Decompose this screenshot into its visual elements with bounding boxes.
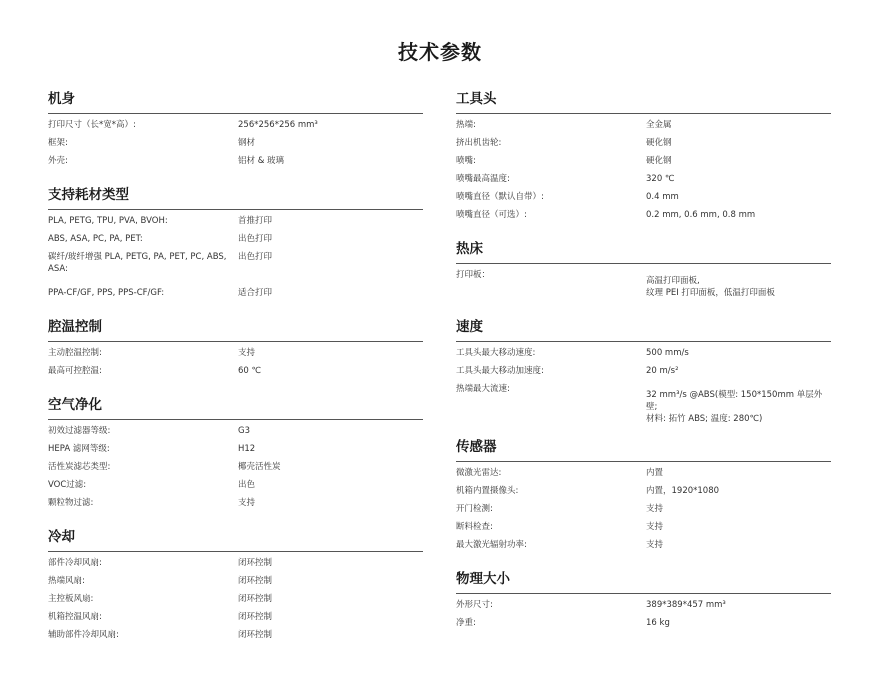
spec-row bbox=[48, 611, 423, 629]
spec-row bbox=[48, 479, 423, 497]
spec-value: 389*389*457 mm³ bbox=[646, 600, 726, 610]
section-air-purification bbox=[48, 386, 423, 518]
spec-row bbox=[48, 575, 423, 593]
spec-value: 支持 bbox=[646, 522, 664, 532]
section-title: 物理大小 bbox=[456, 560, 831, 594]
spec-row bbox=[456, 539, 831, 557]
spec-value: 内置，1920*1080 bbox=[646, 486, 720, 496]
section-title: 速度 bbox=[456, 308, 831, 342]
spec-row bbox=[456, 365, 831, 383]
section-chamber bbox=[48, 308, 423, 386]
section-filaments bbox=[48, 176, 423, 308]
section-machine bbox=[48, 80, 423, 176]
spec-row bbox=[48, 593, 423, 611]
spec-value: 支持 bbox=[646, 504, 664, 514]
spec-label: PLA, PETG, TPU, PVA, BVOH: bbox=[48, 216, 168, 226]
section-toolhead bbox=[456, 80, 831, 230]
spec-value: 闭环控制 bbox=[238, 558, 273, 568]
spec-row bbox=[48, 629, 423, 647]
spec-value: 闭环控制 bbox=[238, 612, 273, 622]
right-column bbox=[456, 80, 831, 638]
spec-row bbox=[48, 155, 423, 173]
section-physical bbox=[456, 560, 831, 638]
spec-value: 500 mm/s bbox=[646, 348, 689, 358]
spec-label: 净重: bbox=[456, 618, 476, 628]
spec-row bbox=[48, 233, 423, 251]
spec-row bbox=[456, 119, 831, 137]
spec-row bbox=[48, 347, 423, 365]
spec-value-line: 纹理 PEI 打印面板，低温打印面板 bbox=[646, 288, 775, 298]
section-title: 机身 bbox=[48, 80, 423, 114]
spec-row bbox=[48, 461, 423, 479]
spec-label: VOC过滤: bbox=[48, 480, 87, 490]
spec-label: 框架: bbox=[48, 138, 68, 148]
spec-row bbox=[456, 383, 831, 425]
spec-value: 出色打印 bbox=[238, 252, 273, 262]
spec-label: 最大激光辐射功率: bbox=[456, 540, 527, 550]
spec-value: 支持 bbox=[646, 540, 664, 550]
spec-value: 适合打印 bbox=[238, 288, 273, 298]
spec-label: 颗粒物过滤: bbox=[48, 498, 94, 508]
spec-label: 主动腔温控制: bbox=[48, 348, 102, 358]
spec-value: 16 kg bbox=[646, 618, 670, 628]
spec-value: 椰壳活性炭 bbox=[238, 462, 281, 472]
spec-row bbox=[48, 287, 423, 305]
section-title: 支持耗材类型 bbox=[48, 176, 423, 210]
spec-row bbox=[48, 557, 423, 575]
section-heatbed bbox=[456, 230, 831, 308]
spec-label: 微激光雷达: bbox=[456, 468, 502, 478]
spec-value: 闭环控制 bbox=[238, 576, 273, 586]
section-title: 腔温控制 bbox=[48, 308, 423, 342]
spec-value: 0.2 mm, 0.6 mm, 0.8 mm bbox=[646, 210, 756, 220]
spec-row bbox=[456, 269, 831, 305]
spec-label: ABS, ASA, PC, PA, PET: bbox=[48, 234, 143, 244]
spec-value: 320 ℃ bbox=[646, 174, 675, 184]
section-cooling bbox=[48, 518, 423, 650]
spec-label: HEPA 滤网等级: bbox=[48, 444, 110, 454]
spec-row bbox=[456, 485, 831, 503]
spec-label: 喷嘴直径（可选）: bbox=[456, 210, 527, 220]
spec-row bbox=[456, 347, 831, 365]
spec-row bbox=[456, 503, 831, 521]
spec-label: 断料检查: bbox=[456, 522, 493, 532]
spec-value: 60 ℃ bbox=[238, 366, 262, 376]
spec-label: 喷嘴最高温度: bbox=[456, 174, 510, 184]
spec-value: 256*256*256 mm³ bbox=[238, 120, 318, 130]
spec-label: 挤出机齿轮: bbox=[456, 138, 502, 148]
section-title: 工具头 bbox=[456, 80, 831, 114]
spec-label: 外壳: bbox=[48, 156, 68, 166]
left-column bbox=[48, 80, 423, 650]
spec-row bbox=[48, 215, 423, 233]
spec-label: 最高可控腔温: bbox=[48, 366, 102, 376]
spec-label: 喷嘴: bbox=[456, 156, 476, 166]
spec-value: 支持 bbox=[238, 498, 256, 508]
spec-label: 工具头最大移动速度: bbox=[456, 348, 536, 358]
spec-value-line: 材料: 拓竹 ABS; 温度: 280℃) bbox=[646, 414, 763, 424]
spec-value: 内置 bbox=[646, 468, 664, 478]
spec-label: 打印板： bbox=[456, 270, 491, 280]
spec-row bbox=[48, 119, 423, 137]
spec-value: 闭环控制 bbox=[238, 630, 273, 640]
spec-value: 闭环控制 bbox=[238, 594, 273, 604]
spec-row bbox=[456, 209, 831, 227]
spec-value: H12 bbox=[238, 444, 256, 454]
spec-value: 硬化钢 bbox=[646, 156, 672, 166]
spec-value bbox=[646, 269, 831, 305]
spec-label: 热端风扇: bbox=[48, 576, 85, 586]
section-title: 热床 bbox=[456, 230, 831, 264]
page-title: 技术参数 bbox=[398, 40, 482, 64]
spec-row bbox=[456, 191, 831, 209]
spec-value: 首推打印 bbox=[238, 216, 273, 226]
spec-value: 铝材 & 玻璃 bbox=[238, 156, 285, 166]
spec-label: 热端: bbox=[456, 120, 476, 130]
spec-label: 外形尺寸: bbox=[456, 600, 493, 610]
spec-label: 机箱内置摄像头: bbox=[456, 486, 519, 496]
spec-value-line: 高温打印面板, bbox=[646, 276, 700, 286]
spec-value bbox=[646, 383, 831, 425]
spec-label: 辅助部件冷却风扇: bbox=[48, 630, 119, 640]
spec-row bbox=[456, 173, 831, 191]
section-sensors bbox=[456, 428, 831, 560]
spec-value: 出色 bbox=[238, 480, 256, 490]
spec-row bbox=[456, 467, 831, 485]
spec-value: 出色打印 bbox=[238, 234, 273, 244]
spec-row bbox=[48, 497, 423, 515]
spec-row bbox=[456, 617, 831, 635]
spec-label: 主控板风扇: bbox=[48, 594, 94, 604]
spec-row bbox=[48, 251, 423, 287]
spec-value: 硬化钢 bbox=[646, 138, 672, 148]
spec-value: 支持 bbox=[238, 348, 256, 358]
spec-value: 20 m/s² bbox=[646, 366, 679, 376]
section-title: 传感器 bbox=[456, 428, 831, 462]
spec-row bbox=[456, 599, 831, 617]
spec-row bbox=[456, 137, 831, 155]
spec-value-line: 32 mm³/s @ABS(模型: 150*150mm 单层外壁; bbox=[646, 390, 823, 412]
spec-label: 初效过滤器等级: bbox=[48, 426, 111, 436]
section-title: 空气净化 bbox=[48, 386, 423, 420]
spec-row bbox=[48, 137, 423, 155]
spec-value: 钢材 bbox=[238, 138, 256, 148]
spec-row bbox=[456, 155, 831, 173]
spec-label: 碳纤/玻纤增强 PLA, PETG, PA, PET, PC, ABS, ASA: bbox=[48, 252, 227, 274]
spec-label: PPA-CF/GF, PPS, PPS-CF/GF: bbox=[48, 288, 165, 298]
spec-label: 打印尺寸（长*宽*高）: bbox=[48, 120, 136, 130]
spec-label: 部件冷却风扇: bbox=[48, 558, 102, 568]
section-speed bbox=[456, 308, 831, 428]
spec-label: 工具头最大移动加速度: bbox=[456, 366, 544, 376]
spec-value: G3 bbox=[238, 426, 250, 436]
spec-value: 0.4 mm bbox=[646, 192, 679, 202]
spec-label: 开门检测: bbox=[456, 504, 493, 514]
section-title: 冷却 bbox=[48, 518, 423, 552]
spec-label: 活性炭滤芯类型: bbox=[48, 462, 111, 472]
spec-row bbox=[48, 443, 423, 461]
spec-row bbox=[48, 425, 423, 443]
spec-label: 喷嘴直径（默认自带）: bbox=[456, 192, 544, 202]
spec-row bbox=[48, 365, 423, 383]
spec-label: 热端最大流速: bbox=[456, 384, 510, 394]
spec-label: 机箱控温风扇: bbox=[48, 612, 102, 622]
spec-row bbox=[456, 521, 831, 539]
spec-value: 全金属 bbox=[646, 120, 672, 130]
